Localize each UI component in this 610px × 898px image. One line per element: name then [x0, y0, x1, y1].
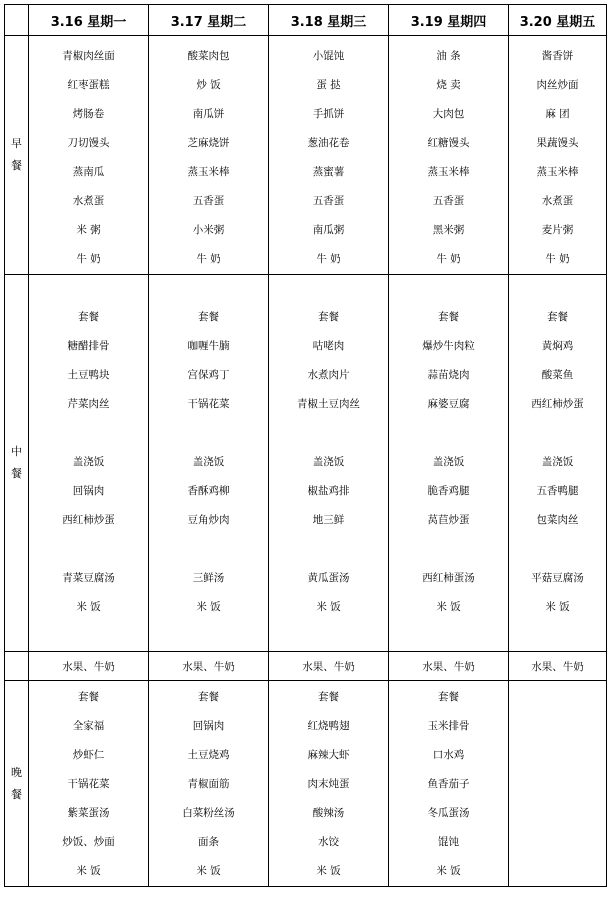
lunch-cell-4	[509, 275, 607, 652]
snack-row	[5, 652, 607, 681]
menu-item: 包菜肉丝	[536, 514, 579, 526]
lunch-label: 中 餐	[5, 275, 29, 652]
weekly-menu-table	[4, 4, 607, 887]
menu-item: 牛 奶	[436, 253, 461, 265]
menu-item: 套餐	[438, 691, 459, 703]
menu-item: 米 饭	[76, 601, 101, 613]
breakfast-cell-4	[509, 36, 607, 275]
menu-item: 水煮肉片	[307, 369, 350, 381]
menu-item: 蒸玉米棒	[187, 166, 230, 178]
menu-item: 冬瓜蛋汤	[427, 807, 470, 819]
menu-item: 青椒肉丝面	[62, 50, 115, 62]
dinner-row	[5, 681, 607, 887]
menu-item: 米 饭	[196, 601, 221, 613]
menu-item: 咕咾肉	[312, 340, 345, 352]
menu-item: 全家福	[72, 720, 105, 732]
menu-item: 盖浇饭	[72, 456, 105, 468]
menu-item: 鱼香茄子	[427, 778, 470, 790]
menu-item: 红烧鸭翅	[307, 720, 350, 732]
breakfast-cell-2	[269, 36, 389, 275]
menu-item: 肉末炖蛋	[307, 778, 350, 790]
menu-item: 大肉包	[432, 108, 465, 120]
menu-item: 套餐	[78, 311, 99, 323]
menu-item: 炒虾仁	[72, 749, 105, 761]
snack-label	[5, 652, 29, 681]
menu-item: 麻 团	[545, 108, 570, 120]
menu-item: 豆角炒肉	[187, 514, 230, 526]
menu-item: 小米粥	[192, 224, 225, 236]
menu-item: 糖醋排骨	[67, 340, 110, 352]
menu-item: 套餐	[198, 691, 219, 703]
day-header: 3.19 星期四	[389, 5, 509, 36]
menu-item: 麻婆豆腐	[427, 398, 470, 410]
menu-item: 五香蛋	[432, 195, 465, 207]
menu-item: 米 饭	[316, 601, 341, 613]
menu-item: 五香蛋	[192, 195, 225, 207]
day-header: 3.18 星期三	[269, 5, 389, 36]
menu-item: 芝麻烧饼	[187, 137, 230, 149]
menu-item: 套餐	[78, 691, 99, 703]
menu-item: 酸辣汤	[312, 807, 345, 819]
breakfast-cell-1	[149, 36, 269, 275]
menu-item: 黄焖鸡	[541, 340, 574, 352]
menu-item: 炒饭、炒面	[62, 836, 115, 848]
menu-item: 三鲜汤	[192, 572, 225, 584]
menu-item: 盖浇饭	[312, 456, 345, 468]
menu-item: 宫保鸡丁	[187, 369, 230, 381]
menu-item: 蒸南瓜	[72, 166, 105, 178]
lunch-row	[5, 275, 607, 652]
dinner-cell-1	[149, 681, 269, 887]
menu-item: 脆香鸡腿	[427, 485, 470, 497]
menu-item: 干锅花菜	[67, 778, 110, 790]
menu-item: 炒 饭	[196, 79, 221, 91]
day-header: 3.17 星期二	[149, 5, 269, 36]
menu-item: 青椒土豆肉丝	[297, 398, 360, 410]
menu-item: 套餐	[198, 311, 219, 323]
menu-item: 套餐	[547, 311, 568, 323]
menu-item: 蒸蜜薯	[312, 166, 345, 178]
menu-item: 南瓜粥	[312, 224, 345, 236]
dinner-cell-2	[269, 681, 389, 887]
dinner-cell-0	[29, 681, 149, 887]
menu-item: 小馄饨	[312, 50, 345, 62]
menu-item: 面条	[198, 836, 219, 848]
menu-item: 青菜豆腐汤	[62, 572, 115, 584]
menu-item: 南瓜饼	[192, 108, 225, 120]
menu-item: 香酥鸡柳	[187, 485, 230, 497]
snack-cell: 水果、牛奶	[509, 652, 607, 681]
menu-item: 西红柿炒蛋	[62, 514, 115, 526]
menu-item: 水饺	[318, 836, 339, 848]
menu-item: 馄饨	[438, 836, 459, 848]
menu-item: 五香鸭腿	[536, 485, 579, 497]
menu-item: 蒜苗烧肉	[427, 369, 470, 381]
menu-item: 土豆鸭块	[67, 369, 110, 381]
menu-item: 回锅肉	[72, 485, 105, 497]
menu-item: 酱香饼	[541, 50, 574, 62]
menu-item: 麻辣大虾	[307, 749, 350, 761]
menu-item: 套餐	[318, 691, 339, 703]
menu-item: 红糖馒头	[427, 137, 470, 149]
menu-item: 套餐	[438, 311, 459, 323]
menu-item: 五香蛋	[312, 195, 345, 207]
menu-item: 水煮蛋	[72, 195, 105, 207]
menu-item: 干锅花菜	[187, 398, 230, 410]
menu-item: 果蔬馒头	[536, 137, 579, 149]
dinner-cell-4	[509, 681, 607, 887]
menu-item: 盖浇饭	[192, 456, 225, 468]
menu-item: 紫菜蛋汤	[67, 807, 110, 819]
menu-item: 酸菜鱼	[541, 369, 574, 381]
menu-item: 米 饭	[76, 865, 101, 877]
menu-item: 酸菜肉包	[187, 50, 230, 62]
snack-cell: 水果、牛奶	[389, 652, 509, 681]
menu-item: 黄瓜蛋汤	[307, 572, 350, 584]
menu-item: 米 饭	[545, 601, 570, 613]
corner-cell	[5, 5, 29, 36]
menu-item: 水煮蛋	[541, 195, 574, 207]
menu-item: 蒸玉米棒	[427, 166, 470, 178]
lunch-cell-0	[29, 275, 149, 652]
menu-item: 芹菜肉丝	[67, 398, 110, 410]
menu-item: 爆炒牛肉粒	[422, 340, 475, 352]
breakfast-row	[5, 36, 607, 275]
menu-item: 白菜粉丝汤	[182, 807, 235, 819]
menu-item: 蛋 挞	[316, 79, 341, 91]
menu-item: 牛 奶	[545, 253, 570, 265]
menu-item: 玉米排骨	[427, 720, 470, 732]
menu-item: 口水鸡	[432, 749, 465, 761]
menu-item: 牛 奶	[316, 253, 341, 265]
lunch-cell-3	[389, 275, 509, 652]
menu-item: 地三鲜	[312, 514, 345, 526]
menu-item: 葱油花卷	[307, 137, 350, 149]
menu-item: 麦片粥	[541, 224, 574, 236]
menu-item: 米 饭	[436, 865, 461, 877]
breakfast-cell-3	[389, 36, 509, 275]
menu-item: 肉丝炒面	[536, 79, 579, 91]
menu-item: 椒盐鸡排	[307, 485, 350, 497]
snack-cell: 水果、牛奶	[269, 652, 389, 681]
menu-item: 回锅肉	[192, 720, 225, 732]
day-header: 3.20 星期五	[509, 5, 607, 36]
menu-item: 蒸玉米棒	[536, 166, 579, 178]
day-header: 3.16 星期一	[29, 5, 149, 36]
snack-cell: 水果、牛奶	[29, 652, 149, 681]
menu-item: 盖浇饭	[432, 456, 465, 468]
dinner-cell-3	[389, 681, 509, 887]
menu-item: 刀切馒头	[67, 137, 110, 149]
menu-item: 烧 卖	[436, 79, 461, 91]
menu-item: 红枣蛋糕	[67, 79, 110, 91]
menu-item: 烤肠卷	[72, 108, 105, 120]
menu-item: 米 饭	[436, 601, 461, 613]
menu-item: 土豆烧鸡	[187, 749, 230, 761]
menu-item: 西红柿炒蛋	[531, 398, 584, 410]
menu-item: 牛 奶	[76, 253, 101, 265]
header-row	[5, 5, 607, 36]
menu-item: 米 粥	[76, 224, 101, 236]
menu-item: 手抓饼	[312, 108, 345, 120]
breakfast-label: 早 餐	[5, 36, 29, 275]
menu-item: 米 饭	[196, 865, 221, 877]
menu-item: 青椒面筋	[187, 778, 230, 790]
menu-item: 西红柿蛋汤	[422, 572, 475, 584]
menu-item: 黑米粥	[432, 224, 465, 236]
lunch-cell-2	[269, 275, 389, 652]
menu-item: 咖喱牛腩	[187, 340, 230, 352]
menu-item: 盖浇饭	[541, 456, 574, 468]
menu-item: 牛 奶	[196, 253, 221, 265]
menu-item: 平菇豆腐汤	[531, 572, 584, 584]
menu-item: 莴苣炒蛋	[427, 514, 470, 526]
breakfast-cell-0	[29, 36, 149, 275]
menu-item: 米 饭	[316, 865, 341, 877]
lunch-cell-1	[149, 275, 269, 652]
dinner-label: 晚 餐	[5, 681, 29, 887]
menu-item: 油 条	[436, 50, 461, 62]
snack-cell: 水果、牛奶	[149, 652, 269, 681]
menu-item: 套餐	[318, 311, 339, 323]
